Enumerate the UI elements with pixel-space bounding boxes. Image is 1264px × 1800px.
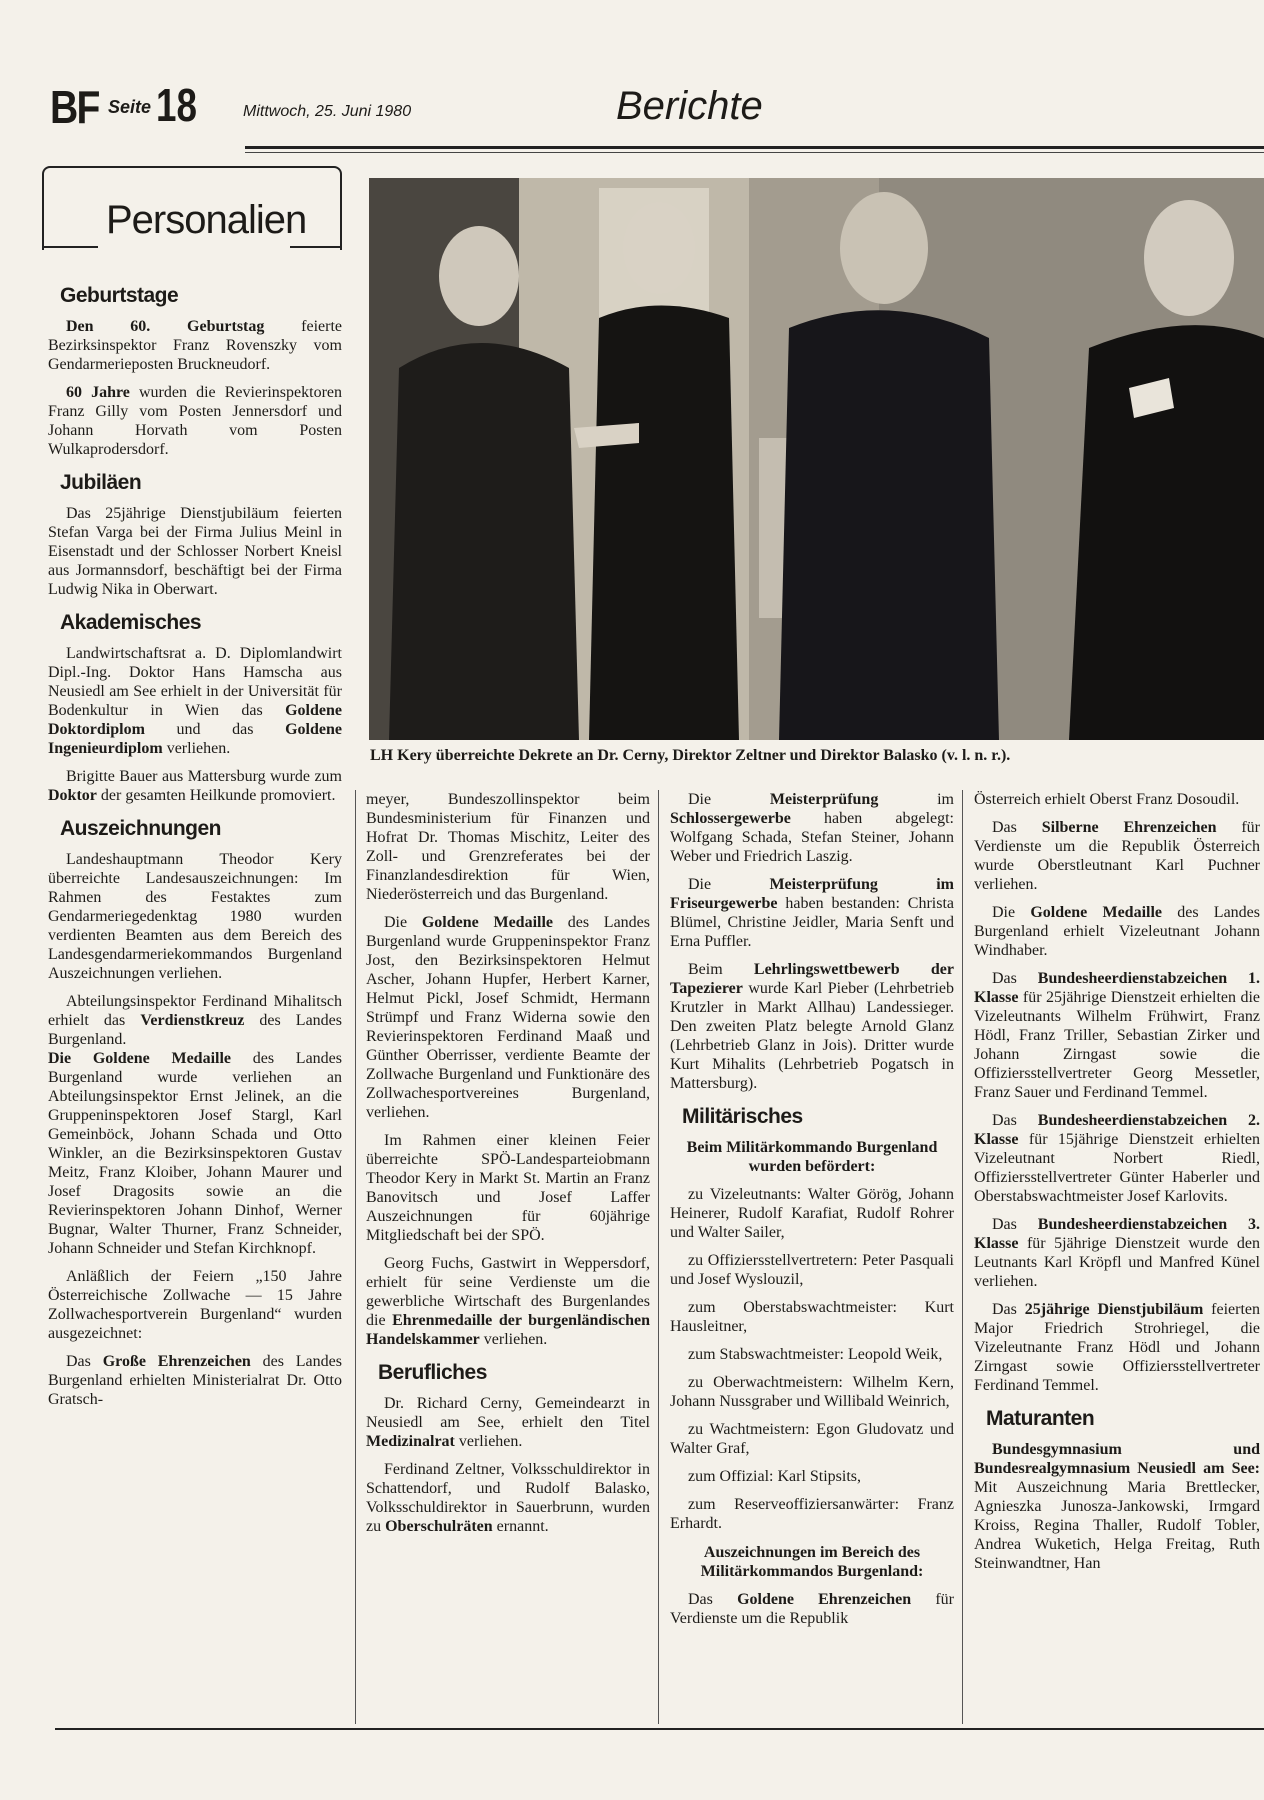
box-rule-left (42, 246, 98, 248)
column-2 (366, 790, 650, 1545)
photo-illustration (369, 178, 1264, 740)
box-title: Personalien (100, 198, 312, 243)
footer-rule (55, 1728, 1264, 1730)
paragraph: Den 60. Geburtstag feierte Bezirksinspektor Franz Rovenszky vom Gendarmerieposten Bruckneudorf. (48, 318, 342, 373)
heading-maturanten: Maturanten (986, 1407, 1095, 1430)
paragraph: zu Oberwachtmeistern: Wilhelm Kern, Johann Nussgraber und Willibald Weinrich, (670, 1374, 954, 1410)
paragraph: Das Goldene Ehrenzeichen für Verdienste um die Republik (670, 1591, 955, 1627)
issue-date: Mittwoch, 25. Juni 1980 (243, 103, 412, 120)
heading-auszeichnungen: Auszeichnungen (60, 817, 222, 840)
paragraph: zu Offiziersstellvertretern: Peter Pasquali und Josef Wyslouzil, (670, 1252, 954, 1288)
subheading: Auszeichnungen im Bereich des Militärkommandos Burgenland: (700, 1544, 924, 1580)
paragraph: Das Große Ehrenzeichen des Landes Burgenland erhielten Ministerialrat Dr. Otto Gratsch- (48, 1353, 342, 1408)
paragraph: zum Offizial: Karl Stipsits, (688, 1468, 862, 1485)
paragraph: Beim Lehrlingswettbewerb der Tapezierer wurde Karl Pieber (Lehrbetrieb Krutzler in Markt Allhau) Landessieger. Den zweiten Platz belegte Arnold Glanz (Lehrbetrieb Glanz in Jois). Dritter wurde Kurt Mihalits (Lehrbetrieb Pogatsch in Mattersburg). (670, 961, 954, 1092)
column-separator (658, 790, 659, 1724)
paragraph: Die Meisterprüfung im Friseurgewerbe haben bestanden: Christa Blümel, Christine Jeidler, Maria Senft und Erna Puffler. (670, 876, 954, 950)
heading-geburtstage: Geburtstage (60, 284, 179, 307)
heading-akademisches: Akademisches (60, 611, 202, 634)
paragraph: Das Bundesheerdienstabzeichen 2. Klasse für 15jährige Dienstzeit erhielten Vizeleutnant Norbert Riedl, Offiziersstellvertreter Günter Haberler und Oberstabswachtmeister Josef Karlovits. (974, 1112, 1260, 1205)
news-photo (369, 178, 1264, 740)
paragraph: Die Meisterprüfung im Schlossergewerbe haben abgelegt: Wolfgang Schada, Stefan Steiner, Johann Weber und Friedrich Laszig. (670, 791, 954, 865)
paragraph: Brigitte Bauer aus Mattersburg wurde zum Doktor der gesamten Heilkunde promoviert. (48, 768, 342, 804)
paragraph: Das Bundesheerdienstabzeichen 1. Klasse für 25jährige Dienstzeit erhielten die Vizeleutnants Wilhelm Frühwirt, Franz Hödl, Franz Triller, Sebastian Zirker und Johann Zirngast sowie die Offiziersstellvertreter Georg Messetler, Franz Sauer und Ferdinand Temmel. (974, 970, 1260, 1101)
photo-caption: LH Kery überreichte Dekrete an Dr. Cerny, Direktor Zeltner und Direktor Balasko (v. l. n. r.). (370, 747, 1011, 764)
paragraph: Anläßlich der Feiern „150 Jahre Österreichische Zollwache — 15 Jahre Zollwachesportverein Burgenland“ wurden ausgezeichnet: (48, 1268, 342, 1342)
paragraph: zum Stabswachtmeister: Leopold Weik, (688, 1346, 943, 1363)
paragraph: zum Oberstabswachtmeister: Kurt Hausleitner, (670, 1299, 954, 1335)
page-number: 18 (156, 79, 197, 131)
paragraph: 60 Jahre wurden die Revierinspektoren Franz Gilly vom Posten Jennersdorf und Johann Horvath vom Posten Wulkaprodersdorf. (48, 384, 343, 458)
paragraph: zu Wachtmeistern: Egon Gludovatz und Walter Graf, (670, 1421, 954, 1457)
paragraph: Landwirtschaftsrat a. D. Diplomlandwirt Dipl.-Ing. Doktor Hans Hamscha aus Neusiedl am See erhielt in der Universität für Bodenkultur in Wien das Goldene Doktordiplom und das Goldene Ingenieurdiplom verliehen. (48, 645, 342, 757)
paragraph: Ferdinand Zeltner, Volksschuldirektor in Schattendorf, und Rudolf Balasko, Volksschuldirektor in Sauerbrunn, wurden zu Oberschulräten ernannt. (366, 1461, 650, 1535)
paragraph: Das Bundesheerdienstabzeichen 3. Klasse für 5jährige Dienstzeit wurde den Leutnants Karl Kröpfl und Manfred Künel verliehen. (974, 1216, 1260, 1290)
column-separator (355, 790, 356, 1724)
paragraph: Die Goldene Medaille des Landes Burgenland erhielt Vizeleutnant Johann Windhaber. (974, 904, 1261, 959)
paragraph: meyer, Bundeszollinspektor beim Bundesministerium für Finanzen und Hofrat Dr. Thomas Mischitz, Leiter des Zoll- und Grenzreferates bei der Finanzlandesdirektion für Wien, Niederösterreich und das Burgenland. (366, 791, 650, 903)
paragraph: Georg Fuchs, Gastwirt in Weppersdorf, erhielt für seine Verdienste um die gewerbliche Wirtschaft des Burgenlandes die Ehrenmedaille der burgenländischen Handelskammer verliehen. (366, 1255, 650, 1348)
box-rule-right (290, 246, 340, 248)
heading-berufliches: Berufliches (378, 1361, 487, 1384)
publication-logo: BF (50, 81, 99, 133)
paragraph: Bundesgymnasium und Bundesrealgymnasium Neusiedl am See: Mit Auszeichnung Maria Brettlecker, Agnieszka Junosza-Jankowski, Irmgard Kroiss, Regina Thaller, Rudolf Tobler, Andrea Wuketich, Helga Freitag, Ruth Steinwandtner, Han (974, 1441, 1260, 1572)
subheading: Beim Militärkommando Burgenland wurden befördert: (686, 1139, 938, 1175)
column-4 (974, 790, 1260, 1582)
heading-militaerisches: Militärisches (682, 1105, 803, 1128)
paragraph: zu Vizeleutnants: Walter Görög, Johann Heinerer, Rudolf Karafiat, Rudolf Rohrer und Walter Sailer, (670, 1186, 954, 1241)
header-rule (245, 146, 1264, 149)
paragraph: Landeshauptmann Theodor Kery überreichte Landesauszeichnungen: Im Rahmen des Festaktes zum Gendarmeriegedenktag 1980 wurden verdienten Beamten aus dem Bereich des Landesgendarmeriekommandos Burgenland Auszeichnungen verliehen. (48, 851, 342, 982)
column-3 (670, 790, 954, 1637)
header-rule-thin (245, 152, 1264, 153)
paragraph: Dr. Richard Cerny, Gemeindearzt in Neusiedl am See, erhielt den Titel Medizinalrat verliehen. (366, 1395, 650, 1450)
paragraph: Das Silberne Ehrenzeichen für Verdienste um die Republik Österreich wurde Oberstleutnant Karl Puchner verliehen. (974, 819, 1260, 893)
paragraph: Abteilungsinspektor Ferdinand Mihalitsch erhielt das Verdienstkreuz des Landes Burgenland. Die Goldene Medaille des Landes Burgenland wurde verliehen an Abteilungsinspektor Ernst Jelinek, an die Gruppeninspektoren Josef Stargl, Karl Gemeinböck, Johann Schada und Otto Winkler, an die Bezirksinspektoren Gustav Meitz, Franz Kloiber, Johann Maurer und Josef Dragosits sowie an die Revierinspektoren Johann Dinhof, Werner Bugnar, Walter Thurner, Franz Schneider, Johann Schneider und Stefan Kirchknopf. (48, 993, 342, 1257)
heading-jubilaeen: Jubiläen (60, 471, 142, 494)
section-title: Berichte (616, 84, 763, 128)
column-1 (48, 272, 342, 1418)
column-separator (962, 790, 963, 1724)
paragraph: Österreich erhielt Oberst Franz Dosoudil. (974, 791, 1240, 808)
paragraph: Im Rahmen einer kleinen Feier überreichte SPÖ-Landesparteiobmann Theodor Kery in Markt St. Martin an Franz Banovitsch und Josef Laffer Auszeichnungen für 60jährige Mitgliedschaft bei der SPÖ. (366, 1132, 650, 1244)
page-label: Seite (108, 97, 152, 117)
paragraph: Das 25jährige Dienstjubiläum feierten Major Friedrich Strohriegel, die Vizeleutnante Franz Hödl und Johann Zirngast sowie Offiziersstellvertreter Ferdinand Temmel. (974, 1301, 1260, 1394)
paragraph: Das 25jährige Dienstjubiläum feierten Stefan Varga bei der Firma Julius Meinl in Eisenstadt und der Schlosser Norbert Kneisl aus Jormannsdorf, beschäftigt bei der Firma Ludwig Nika in Oberwart. (48, 505, 342, 598)
paragraph: Die Goldene Medaille des Landes Burgenland wurde Gruppeninspektor Franz Jost, den Bezirksinspektoren Helmut Ascher, Johann Hupfer, Herbert Karner, Helmut Pickl, Josef Schmidt, Hermann Strümpf und Franz Widerna sowie den Revierinspektoren Ferdinand Maaß und Günther Oberrisser, verdiente Beamte der Zollwache Burgenland und Funktionäre des Zollwachesportvereines Burgenland, verliehen. (366, 914, 651, 1121)
paragraph: zum Reserveoffiziersanwärter: Franz Erhardt. (670, 1496, 954, 1532)
